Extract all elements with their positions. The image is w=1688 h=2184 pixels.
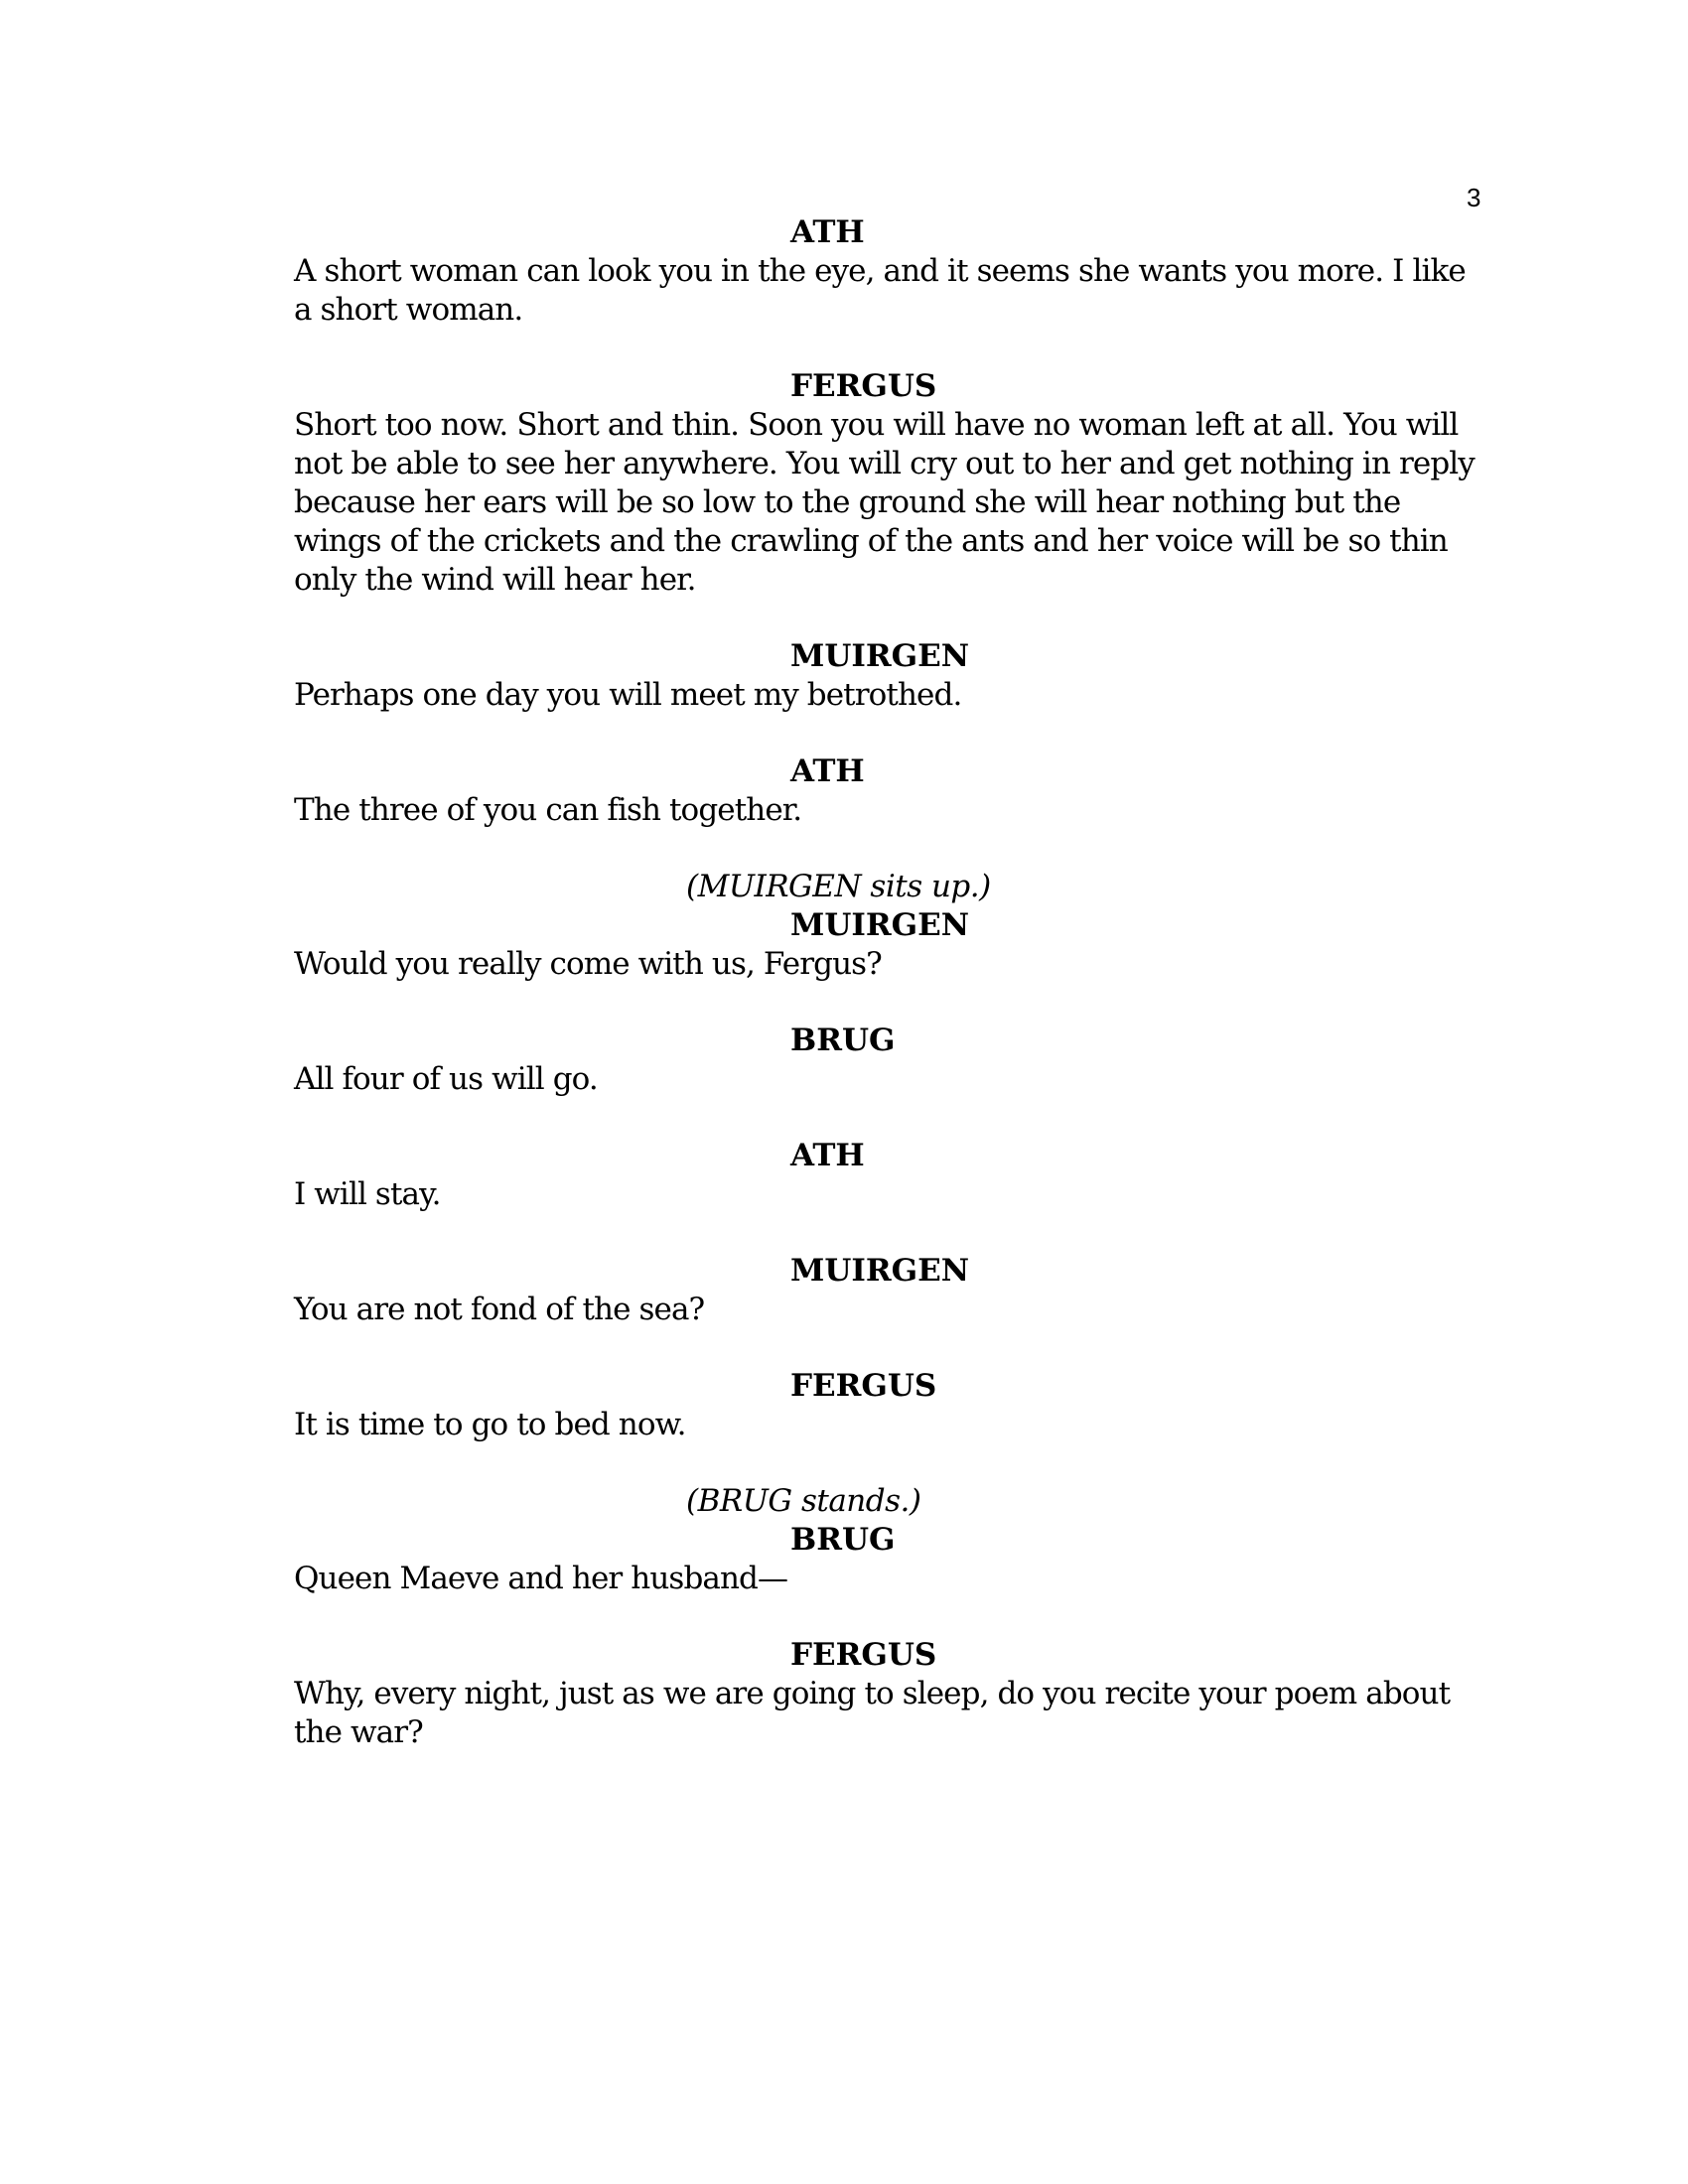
dialogue-line: Queen Maeve and her husband— — [294, 1561, 788, 1596]
dialogue-block — [294, 1636, 1485, 1752]
dialogue-line: The three of you can fish together. — [294, 792, 802, 828]
speaker-name: BRUG — [790, 1023, 896, 1058]
page-number: 3 — [1467, 183, 1481, 212]
dialogue-line: A short woman can look you in the eye, and it seems she wants you more. I like a short woman. — [294, 253, 1466, 328]
dialogue-block — [294, 637, 1485, 715]
dialogue-line: All four of us will go. — [294, 1061, 598, 1097]
stage-direction: (BRUG stands.) — [686, 1483, 921, 1519]
dialogue-block — [294, 1137, 1485, 1214]
dialogue-block — [294, 1367, 1485, 1444]
speaker-name: FERGUS — [790, 1368, 937, 1404]
dialogue-line: Short too now. Short and thin. Soon you will have no woman left at all. You will not be able to see her anywhere. You will cry out to her and get nothing in reply because her ears will be so low to the ground she will hear nothing but the wings of the crickets and the crawling of the ants and her voice will be so thin only the wind will hear her. — [294, 407, 1475, 598]
dialogue-block — [294, 1482, 1485, 1598]
dialogue-line: It is time to go to bed now. — [294, 1407, 686, 1442]
dialogue-block — [294, 1252, 1485, 1329]
speaker-name: FERGUS — [790, 1637, 937, 1673]
dialogue-block — [294, 868, 1485, 984]
speaker-name: ATH — [790, 1138, 865, 1173]
dialogue-block — [294, 1022, 1485, 1099]
dialogue-line: Would you really come with us, Fergus? — [294, 946, 882, 982]
dialogue-block — [294, 367, 1485, 600]
script-body — [294, 213, 1485, 1752]
dialogue-block — [294, 752, 1485, 830]
speaker-name: BRUG — [790, 1522, 896, 1558]
dialogue-line: Perhaps one day you will meet my betrothed. — [294, 677, 962, 713]
stage-direction: (MUIRGEN sits up.) — [686, 869, 991, 904]
speaker-name: MUIRGEN — [790, 907, 970, 943]
speaker-name: MUIRGEN — [790, 1253, 970, 1289]
speaker-name: ATH — [790, 214, 865, 250]
speaker-name: FERGUS — [790, 368, 937, 404]
dialogue-line: I will stay. — [294, 1176, 441, 1212]
speaker-name: ATH — [790, 753, 865, 789]
dialogue-line: Why, every night, just as we are going to sleep, do you recite your poem about the war? — [294, 1676, 1451, 1750]
dialogue-line: You are not fond of the sea? — [294, 1292, 705, 1327]
speaker-name: MUIRGEN — [790, 638, 970, 674]
dialogue-block — [294, 213, 1485, 330]
